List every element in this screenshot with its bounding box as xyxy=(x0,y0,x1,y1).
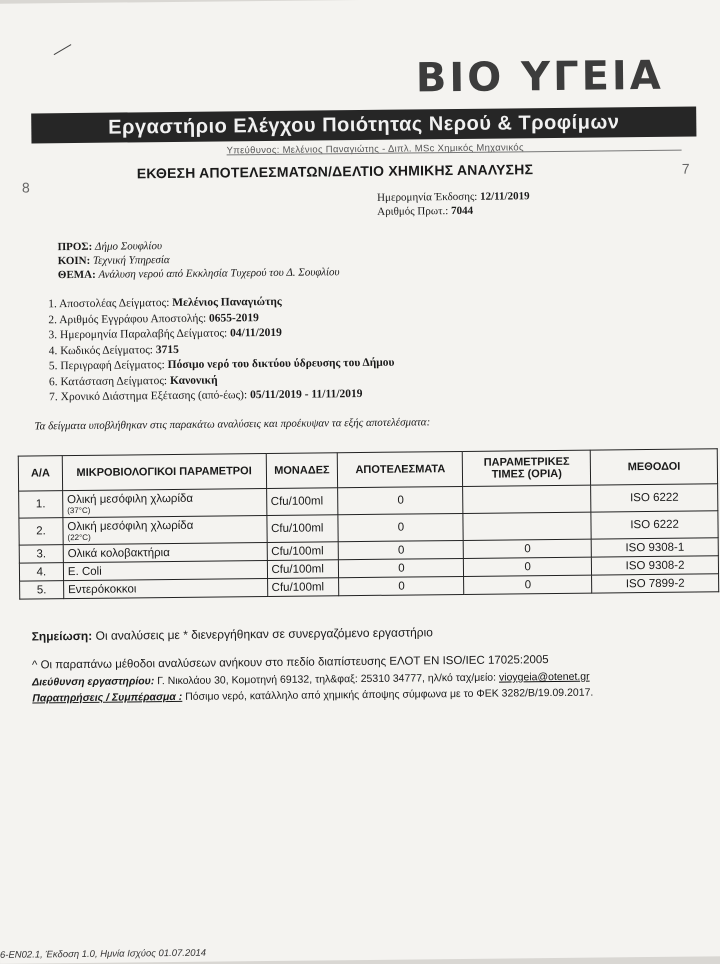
sample-info-label: 6. Κατάσταση Δείγματος: xyxy=(48,374,168,388)
pen-mark xyxy=(54,44,72,55)
cell-limit: 0 xyxy=(464,539,592,558)
subject-label: ΘΕΜΑ: xyxy=(57,268,96,282)
cell-limit xyxy=(463,512,591,540)
cell-unit: Cfu/100ml xyxy=(267,560,339,579)
cell-method: ISO 7899-2 xyxy=(592,574,719,593)
cell-parameter xyxy=(63,516,267,545)
cell-method: ISO 9308-1 xyxy=(591,538,718,557)
cell-index: 3. xyxy=(19,545,63,563)
protocol-label: Αριθμός Πρωτ.: xyxy=(377,205,449,218)
note-line xyxy=(32,625,433,643)
header-methods: ΜΕΘΟΔΟΙ xyxy=(590,449,717,485)
sample-info-item xyxy=(49,387,395,406)
margin-mark-left: 8 xyxy=(21,179,30,196)
cell-parameter: Ολικά κολοβακτήρια xyxy=(63,543,267,563)
cc-line xyxy=(58,254,170,267)
to-value: Δήμο Σουφλίου xyxy=(94,240,163,253)
header-index: Α/Α xyxy=(18,456,62,491)
sample-info-value: 05/11/2019 - 11/11/2019 xyxy=(249,387,363,402)
sample-info-label: 5. Περιγραφή Δείγματος: xyxy=(48,359,165,373)
cell-result: 0 xyxy=(339,576,464,595)
sample-info-list xyxy=(48,294,395,406)
cell-index: 5. xyxy=(20,581,64,599)
sample-info-value: Κανονική xyxy=(169,374,218,387)
document-footer: 6-ΕΝ02.1, Έκδοση 1.0, Ημνία Ισχύος 01.07.2014 xyxy=(0,947,207,961)
cell-result: 0 xyxy=(339,558,464,577)
issue-date-value: 12/11/2019 xyxy=(480,190,530,203)
protocol-line xyxy=(377,205,473,218)
cell-index: 4. xyxy=(19,563,63,581)
note-label: Σημείωση: xyxy=(31,628,93,644)
document-title: ΕΚΘΕΣΗ ΑΠΟΤΕΛΕΣΜΑΤΩΝ/ΔΕΛΤΙΟ ΧΗΜΙΚΗΣ ΑΝΑΛΥΣΗΣ xyxy=(136,161,534,182)
cell-unit: Cfu/100ml xyxy=(266,488,338,516)
header-results: ΑΠΟΤΕΛΕΣΜΑΤΑ xyxy=(338,451,463,487)
parameter-name: Ολική μεσόφιλη χλωρίδα xyxy=(67,492,194,506)
to-line xyxy=(58,240,163,253)
cell-parameter: Εντερόκοκκοι xyxy=(63,579,267,599)
sample-info-value: 3715 xyxy=(155,343,179,356)
cell-limit: 0 xyxy=(464,575,592,594)
cell-index: 1. xyxy=(19,491,63,518)
to-label: ΠΡΟΣ: xyxy=(57,240,93,254)
cell-method: ISO 6222 xyxy=(591,511,718,539)
cell-method: ISO 9308-2 xyxy=(592,556,719,575)
cell-unit: Cfu/100ml xyxy=(267,578,339,597)
cc-value: Τεχνική Υπηρεσία xyxy=(92,254,170,267)
observations-line xyxy=(32,687,593,705)
lab-name-banner: Εργαστήριο Ελέγχου Ποιότητας Νερού & Τροφίμων xyxy=(31,106,696,143)
accreditation-note: ^ Οι παραπάνω μέθοδοι αναλύσεων ανήκουν στο πεδίο διαπίστευσης ΕΛΟΤ ΕΝ ISO/IEC 17025:2005 xyxy=(31,654,549,672)
sample-info-value: Μελένιος Παναγιώτης xyxy=(172,295,282,309)
issue-date-line xyxy=(377,190,530,204)
protocol-value: 7044 xyxy=(450,204,474,218)
cell-result: 0 xyxy=(338,486,463,514)
sample-info-label: 7. Χρονικό Διάστημα Εξέτασης (από-έως): xyxy=(49,389,248,404)
cell-limit: 0 xyxy=(464,557,592,576)
cell-parameter: E. Coli xyxy=(63,561,267,581)
sample-info-value: 0655-2019 xyxy=(208,311,259,325)
cell-result: 0 xyxy=(338,513,463,541)
sample-info-label: 2. Αριθμός Εγγράφου Αποστολής: xyxy=(48,312,207,326)
header-parameters: ΜΙΚΡΟΒΙΟΛΟΓΙΚΟΙ ΠΑΡΑΜΕΤΡΟΙ xyxy=(62,454,266,491)
lab-email-link[interactable]: vioygeia@otenet.gr xyxy=(498,670,590,684)
subject-line xyxy=(58,266,340,281)
cell-unit: Cfu/100ml xyxy=(266,515,338,543)
lab-address-line xyxy=(32,671,590,689)
parameter-name: Ολική μεσόφιλη χλωρίδα xyxy=(67,519,194,533)
cell-limit xyxy=(463,485,591,513)
cell-result: 0 xyxy=(339,540,464,559)
cell-method: ISO 6222 xyxy=(591,484,718,512)
header-units: ΜΟΝΑΔΕΣ xyxy=(266,453,338,489)
parameter-temperature: (37°C) xyxy=(67,505,91,515)
responsible-line: Υπεύθυνος: Μελένιος Παναγιώτης - Διπλ. MSc Χημικός Μηχανικός xyxy=(226,142,524,157)
cell-parameter xyxy=(63,489,267,518)
observations-text: Πόσιμο νερό, κατάλληλο από χημικής άποψης σύμφωνα με το ΦΕΚ 3282/Β/19.09.2017. xyxy=(185,686,594,703)
observations-label: Παρατηρήσεις / Συμπέρασμα : xyxy=(32,690,183,705)
lab-address: Γ. Νικολάου 30, Κομοτηνή 69132, τηλ&φαξ: 25310 34777, ηλ/κό ταχ/μείο: xyxy=(157,671,497,688)
subject-value: Ανάλυση νερού από Εκκλησία Τυχερού του Δ. Σουφλίου xyxy=(98,266,340,281)
sample-info-value: Πόσιμο νερό του δικτύου ύδρευσης του Δήμου xyxy=(167,356,395,372)
results-intro: Τα δείγματα υποβλήθηκαν στις παρακάτω αναλύσεις και προέκυψαν τα εξής αποτελέσματα: xyxy=(34,416,431,433)
header-limits: ΠΑΡΑΜΕΤΡΙΚΕΣ ΤΙΜΕΣ (ΟΡΙΑ) xyxy=(463,450,591,486)
lab-address-label: Διεύθυνση εργαστηρίου: xyxy=(32,675,155,689)
results-table xyxy=(18,448,719,599)
margin-mark-right: 7 xyxy=(681,160,690,177)
issue-date-label: Ημερομηνία Έκδοσης: xyxy=(377,190,478,204)
cell-unit: Cfu/100ml xyxy=(267,542,339,561)
cc-label: ΚΟΙΝ: xyxy=(57,254,91,268)
sample-info-label: 4. Κωδικός Δείγματος: xyxy=(48,343,153,357)
sample-info-value: 04/11/2019 xyxy=(230,326,282,340)
note-text: Οι αναλύσεις με * διενεργήθηκαν σε συνεργαζόμενο εργαστήριο xyxy=(95,625,433,643)
cell-index: 2. xyxy=(19,518,63,545)
sample-info-label: 1. Αποστολέας Δείγματος: xyxy=(48,297,170,311)
sample-info-label: 3. Ημερομηνία Παραλαβής Δείγματος: xyxy=(48,327,228,342)
company-logo: ΒΙΟ ΥΓΕΙΑ xyxy=(415,52,664,102)
parameter-temperature: (22°C) xyxy=(67,532,91,542)
